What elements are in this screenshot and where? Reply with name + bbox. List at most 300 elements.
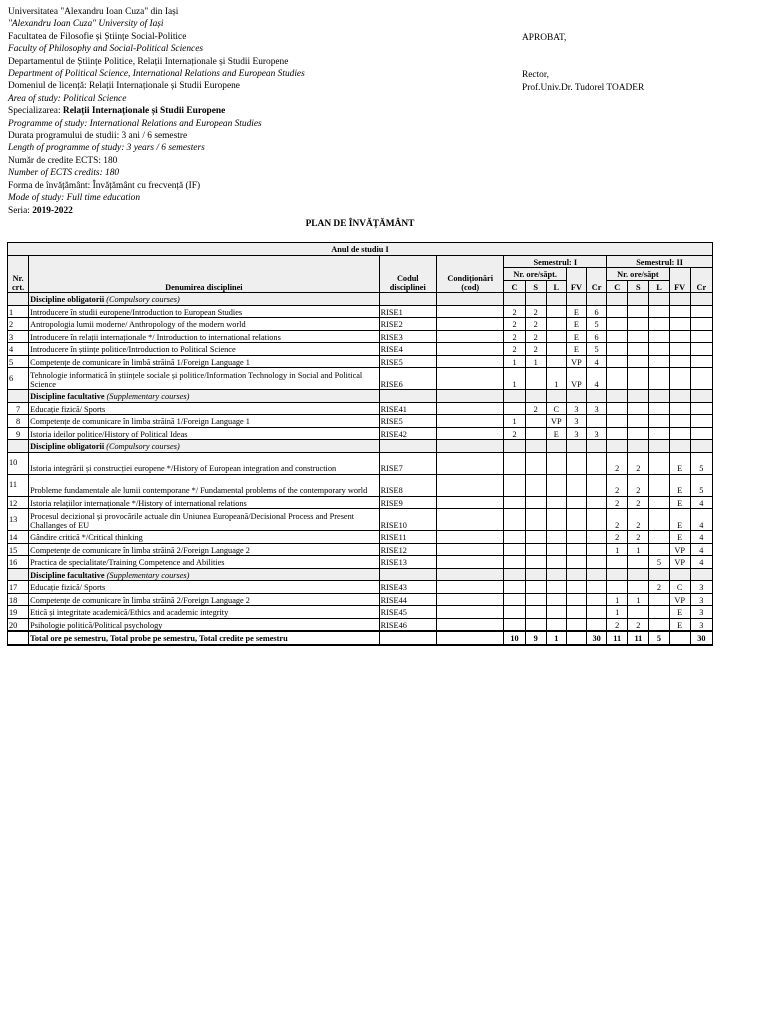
- course-code: RISE8: [379, 474, 436, 496]
- s2-cell: 2: [607, 509, 628, 531]
- s1-cell: 6: [587, 305, 607, 318]
- s2-cell: [649, 509, 669, 531]
- course-conditions: [436, 452, 503, 474]
- sem1-hours-header: Nr. ore/săpt.: [504, 268, 566, 281]
- s2-cell: 2: [628, 618, 649, 631]
- total-s2-fv: [669, 631, 690, 645]
- header-line: Mode of study: Full time education: [8, 193, 141, 204]
- s2-cell: E: [669, 531, 690, 544]
- row-number: 16: [8, 556, 29, 569]
- s2-cell: [607, 415, 628, 428]
- course-conditions: [436, 581, 503, 594]
- course-conditions: [436, 593, 503, 606]
- s1-cell: [525, 531, 546, 544]
- total-s2-l: 5: [649, 631, 669, 645]
- s1-cell: [504, 509, 525, 531]
- row-number: 20: [8, 618, 29, 631]
- row-number: 10: [8, 452, 29, 474]
- s2-cell: [649, 427, 669, 440]
- s2-cell: [628, 556, 649, 569]
- s1-cell: [566, 618, 586, 631]
- section-row: [8, 293, 713, 306]
- section-subtitle: (Compulsory courses): [104, 442, 180, 452]
- s1-cell: 2: [504, 305, 525, 318]
- s2-cell: [607, 427, 628, 440]
- s1-cell: 6: [587, 330, 607, 343]
- header-line: Department of Political Science, International Relations and European Studies: [8, 69, 305, 80]
- s1-cell: [525, 427, 546, 440]
- s2-cell: [628, 318, 649, 331]
- s2-cell: [649, 618, 669, 631]
- s1-cell: [546, 343, 566, 356]
- row-number: 6: [8, 368, 29, 390]
- year-title: Anul de studiu I: [8, 243, 713, 256]
- s1-cell: [525, 606, 546, 619]
- table-row: [8, 355, 713, 368]
- sem1-s-header: S: [525, 280, 546, 293]
- col-code: Codul disciplinei: [379, 255, 436, 293]
- header-line: Număr de credite ECTS: 180: [8, 155, 118, 166]
- series-line: Seria: 2019-2022: [8, 205, 73, 216]
- s2-cell: [628, 368, 649, 390]
- header-line: Universitatea "Alexandru Ioan Cuza" din Iași: [8, 7, 179, 17]
- s1-cell: [504, 618, 525, 631]
- semester-2-header: Semestrul: II: [607, 255, 713, 268]
- s1-cell: 2: [504, 330, 525, 343]
- course-code: RISE11: [379, 531, 436, 544]
- row-number: 3: [8, 330, 29, 343]
- s1-cell: [587, 509, 607, 531]
- total-row: [8, 631, 713, 645]
- course-conditions: [436, 343, 503, 356]
- s1-cell: [504, 581, 525, 594]
- sem1-c-header: C: [504, 280, 525, 293]
- s2-cell: 5: [649, 556, 669, 569]
- s2-cell: [669, 330, 690, 343]
- s2-cell: 4: [690, 556, 712, 569]
- section-row: [8, 390, 713, 403]
- s1-cell: [525, 581, 546, 594]
- s1-cell: 1: [504, 368, 525, 390]
- course-conditions: [436, 355, 503, 368]
- s2-cell: [649, 330, 669, 343]
- total-s1-fv: [566, 631, 586, 645]
- s1-cell: [546, 593, 566, 606]
- s2-cell: 4: [690, 509, 712, 531]
- sem2-hours-header: Nr. ore/săpt: [607, 268, 669, 281]
- course-name: Procesul decizional și provocările actuale din Uniunea Europeană/Decisional Process and Present Challanges of EU: [29, 509, 379, 531]
- header-lines-bottom: [8, 118, 508, 205]
- s1-cell: [504, 474, 525, 496]
- s1-cell: [546, 543, 566, 556]
- s1-cell: [504, 606, 525, 619]
- col-nr: Nr. crt.: [8, 255, 29, 293]
- row-number: 5: [8, 355, 29, 368]
- s2-cell: [607, 402, 628, 415]
- course-code: RISE43: [379, 581, 436, 594]
- s1-cell: [546, 581, 566, 594]
- s1-cell: [546, 606, 566, 619]
- s2-cell: [669, 305, 690, 318]
- course-code: RISE45: [379, 606, 436, 619]
- s2-cell: [607, 305, 628, 318]
- s2-cell: [690, 343, 712, 356]
- s2-cell: [607, 368, 628, 390]
- section-label: [29, 440, 379, 453]
- s1-cell: [525, 496, 546, 509]
- s1-cell: VP: [546, 415, 566, 428]
- course-code: RISE5: [379, 415, 436, 428]
- s2-cell: 2: [607, 618, 628, 631]
- course-name: Antropologia lumii moderne/ Anthropology of the modern world: [29, 318, 379, 331]
- total-s1-c: 10: [504, 631, 525, 645]
- course-name: Istoria relațiilor internaționale */History of international relations: [29, 496, 379, 509]
- s1-cell: [525, 474, 546, 496]
- section-subtitle: (Supplementary courses): [104, 392, 190, 402]
- approval-label: APROBAT,: [522, 33, 567, 43]
- s2-cell: E: [669, 618, 690, 631]
- s2-cell: 2: [607, 474, 628, 496]
- s1-cell: [546, 556, 566, 569]
- s1-cell: 1: [504, 415, 525, 428]
- s2-cell: 5: [690, 474, 712, 496]
- s2-cell: 1: [628, 543, 649, 556]
- s1-cell: E: [566, 330, 586, 343]
- sem2-s-header: S: [628, 280, 649, 293]
- s1-cell: [587, 593, 607, 606]
- s1-cell: 2: [525, 305, 546, 318]
- s1-cell: [504, 452, 525, 474]
- sem2-c-header: C: [607, 280, 628, 293]
- s2-cell: 4: [690, 543, 712, 556]
- table-row: [8, 543, 713, 556]
- s1-cell: [587, 496, 607, 509]
- s2-cell: [649, 474, 669, 496]
- course-name: Educație fizică/ Sports: [29, 402, 379, 415]
- s2-cell: VP: [669, 543, 690, 556]
- header-lines-top: [8, 6, 508, 105]
- course-conditions: [436, 496, 503, 509]
- s1-cell: E: [546, 427, 566, 440]
- section-row: [8, 568, 713, 581]
- header-line: Length of programme of study: 3 years / 6 semesters: [8, 143, 205, 154]
- row-number: 15: [8, 543, 29, 556]
- course-code: RISE7: [379, 452, 436, 474]
- s2-cell: [628, 606, 649, 619]
- s2-cell: [690, 330, 712, 343]
- s2-cell: E: [669, 474, 690, 496]
- s1-cell: [546, 496, 566, 509]
- course-name: Practica de specialitate/Training Competence and Abilities: [29, 556, 379, 569]
- course-conditions: [436, 509, 503, 531]
- s1-cell: E: [566, 343, 586, 356]
- header-line: Area of study: Political Science: [8, 93, 127, 104]
- course-name: Psihologie politică/Political psychology: [29, 618, 379, 631]
- s2-cell: [628, 305, 649, 318]
- total-s1-s: 9: [525, 631, 546, 645]
- s1-cell: [566, 452, 586, 474]
- course-code: RISE44: [379, 593, 436, 606]
- sem2-cr-header: Cr: [690, 268, 712, 293]
- course-code: RISE4: [379, 343, 436, 356]
- plan-title: PLAN DE ÎNVĂȚĂMÂNT: [305, 219, 415, 229]
- s2-cell: VP: [669, 593, 690, 606]
- header-line: Departamentul de Științe Politice, Relații Internaționale și Studii Europene: [8, 56, 289, 67]
- s2-cell: [607, 318, 628, 331]
- table-row: [8, 402, 713, 415]
- s1-cell: [525, 509, 546, 531]
- header-line: Durata programului de studii: 3 ani / 6 semestre: [8, 131, 188, 142]
- course-name: Competențe de comunicare în limbă străină 1/Foreign Language 1: [29, 355, 379, 368]
- row-number: 13: [8, 509, 29, 531]
- course-code: RISE3: [379, 330, 436, 343]
- s2-cell: [669, 368, 690, 390]
- s2-cell: [649, 402, 669, 415]
- s1-cell: [525, 543, 546, 556]
- s1-cell: [546, 318, 566, 331]
- row-number: 7: [8, 402, 29, 415]
- s1-cell: [587, 543, 607, 556]
- s1-cell: 2: [525, 402, 546, 415]
- s2-cell: [649, 496, 669, 509]
- header-line: Domeniul de licență: Relații Internaționale și Studii Europene: [8, 81, 240, 92]
- table-row: [8, 318, 713, 331]
- table-row: [8, 427, 713, 440]
- s1-cell: 1: [525, 355, 546, 368]
- s1-cell: [587, 474, 607, 496]
- course-conditions: [436, 368, 503, 390]
- s2-cell: 2: [607, 531, 628, 544]
- s2-cell: 3: [690, 581, 712, 594]
- s2-cell: 1: [607, 606, 628, 619]
- approval-role: Rector,: [522, 70, 549, 81]
- s1-cell: 2: [525, 330, 546, 343]
- course-conditions: [436, 415, 503, 428]
- s1-cell: 3: [566, 427, 586, 440]
- row-number: 1: [8, 305, 29, 318]
- s1-cell: [546, 474, 566, 496]
- s1-cell: 5: [587, 343, 607, 356]
- course-conditions: [436, 318, 503, 331]
- s2-cell: [649, 415, 669, 428]
- sem2-l-header: L: [649, 280, 669, 293]
- s1-cell: [566, 543, 586, 556]
- s2-cell: 2: [628, 452, 649, 474]
- s2-cell: [669, 415, 690, 428]
- table-row: [8, 452, 713, 474]
- table-row: [8, 305, 713, 318]
- s2-cell: [669, 343, 690, 356]
- s2-cell: [607, 355, 628, 368]
- section-row: [8, 440, 713, 453]
- total-s1-cr: 30: [587, 631, 607, 645]
- s2-cell: 4: [690, 531, 712, 544]
- s1-cell: [504, 593, 525, 606]
- table-row: [8, 618, 713, 631]
- sem1-l-header: L: [546, 280, 566, 293]
- s1-cell: E: [566, 318, 586, 331]
- course-conditions: [436, 543, 503, 556]
- s1-cell: [504, 531, 525, 544]
- s1-cell: [504, 402, 525, 415]
- course-name: Gândire critică */Critical thinking: [29, 531, 379, 544]
- section-label: [29, 568, 379, 581]
- s2-cell: 2: [628, 496, 649, 509]
- row-number: 19: [8, 606, 29, 619]
- course-name: Competențe de comunicare în limba străină 2/Foreign Language 2: [29, 543, 379, 556]
- s1-cell: [566, 606, 586, 619]
- s2-cell: [690, 305, 712, 318]
- s2-cell: 2: [628, 509, 649, 531]
- table-row: [8, 556, 713, 569]
- s2-cell: 1: [607, 543, 628, 556]
- header-line: Forma de învățământ: Învățământ cu frecvență (IF): [8, 180, 201, 191]
- col-conditions: Condiționări (cod): [436, 255, 503, 293]
- s1-cell: [546, 355, 566, 368]
- s2-cell: [628, 330, 649, 343]
- table-row: [8, 606, 713, 619]
- s1-cell: [525, 593, 546, 606]
- s2-cell: [628, 402, 649, 415]
- s1-cell: [566, 496, 586, 509]
- s1-cell: 4: [587, 355, 607, 368]
- s1-cell: [566, 581, 586, 594]
- row-number: 14: [8, 531, 29, 544]
- total-s2-c: 11: [607, 631, 628, 645]
- course-conditions: [436, 556, 503, 569]
- section-title: Discipline facultative: [30, 570, 105, 580]
- s2-cell: [649, 355, 669, 368]
- s1-cell: [566, 509, 586, 531]
- table-row: [8, 531, 713, 544]
- total-label: Total ore pe semestru, Total probe pe semestru, Total credite pe semestru: [29, 631, 379, 645]
- specialization-value: Relații Internaționale și Studii Europene: [62, 106, 226, 117]
- course-name: Competențe de comunicare în limba străină 2/Foreign Language 2: [29, 593, 379, 606]
- s2-cell: [628, 343, 649, 356]
- sem1-fv-header: FV: [566, 268, 586, 293]
- s1-cell: 2: [504, 427, 525, 440]
- s2-cell: [669, 318, 690, 331]
- table-row: [8, 330, 713, 343]
- approval-block: [522, 32, 644, 94]
- s1-cell: 1: [504, 355, 525, 368]
- s1-cell: [525, 618, 546, 631]
- s1-cell: [546, 305, 566, 318]
- s1-cell: 3: [566, 415, 586, 428]
- s2-cell: E: [669, 606, 690, 619]
- table-row: [8, 343, 713, 356]
- total-s2-cr: 30: [690, 631, 712, 645]
- s2-cell: [649, 606, 669, 619]
- course-conditions: [436, 330, 503, 343]
- s2-cell: [607, 343, 628, 356]
- s2-cell: [669, 427, 690, 440]
- section-title: Discipline obligatorii: [30, 295, 105, 305]
- row-number: 4: [8, 343, 29, 356]
- s1-cell: 3: [587, 427, 607, 440]
- course-code: RISE42: [379, 427, 436, 440]
- s2-cell: 2: [607, 496, 628, 509]
- s2-cell: [628, 355, 649, 368]
- s2-cell: [669, 355, 690, 368]
- s1-cell: [546, 509, 566, 531]
- s2-cell: 1: [607, 593, 628, 606]
- s2-cell: [628, 415, 649, 428]
- s1-cell: [546, 452, 566, 474]
- s2-cell: [690, 402, 712, 415]
- s1-cell: [587, 618, 607, 631]
- s2-cell: 5: [690, 452, 712, 474]
- s2-cell: C: [669, 581, 690, 594]
- row-number: 11: [8, 474, 29, 496]
- approval-name: Prof.Univ.Dr. Tudorel TOADER: [522, 82, 645, 93]
- course-name: Competențe de comunicare în limba străină 1/Foreign Language 1: [29, 415, 379, 428]
- s2-cell: 2: [628, 474, 649, 496]
- s1-cell: 2: [504, 318, 525, 331]
- course-code: RISE6: [379, 368, 436, 390]
- s1-cell: 3: [566, 402, 586, 415]
- course-name: Introducere în studii europene/Introduction to European Studies: [29, 305, 379, 318]
- s2-cell: [690, 415, 712, 428]
- s2-cell: [649, 368, 669, 390]
- s1-cell: 2: [525, 343, 546, 356]
- s2-cell: 3: [690, 618, 712, 631]
- s2-cell: 1: [628, 593, 649, 606]
- course-code: RISE13: [379, 556, 436, 569]
- s2-cell: VP: [669, 556, 690, 569]
- course-conditions: [436, 531, 503, 544]
- s2-cell: 4: [690, 496, 712, 509]
- total-s1-l: 1: [546, 631, 566, 645]
- s1-cell: 2: [525, 318, 546, 331]
- section-subtitle: (Compulsory courses): [104, 295, 180, 305]
- s1-cell: [546, 330, 566, 343]
- s1-cell: 1: [546, 368, 566, 390]
- s2-cell: [649, 343, 669, 356]
- semester-1-header: Semestrul: I: [504, 255, 607, 268]
- s2-cell: 3: [690, 606, 712, 619]
- section-title: Discipline facultative: [30, 392, 105, 402]
- s1-cell: [587, 415, 607, 428]
- s1-cell: E: [566, 305, 586, 318]
- s2-cell: [628, 581, 649, 594]
- s2-cell: [628, 427, 649, 440]
- section-subtitle: (Supplementary courses): [104, 570, 190, 580]
- course-name: Introducere în științe politice/Introduction to Political Science: [29, 343, 379, 356]
- s2-cell: 3: [690, 593, 712, 606]
- row-number: 12: [8, 496, 29, 509]
- s2-cell: E: [669, 509, 690, 531]
- course-name: Introducere în relații internaționale */ Introduction to international relations: [29, 330, 379, 343]
- s1-cell: [546, 618, 566, 631]
- table-row: [8, 368, 713, 390]
- s2-cell: [607, 330, 628, 343]
- header-line: Facultatea de Filosofie și Științe Social-Politice: [8, 31, 187, 42]
- s2-cell: E: [669, 452, 690, 474]
- course-code: RISE2: [379, 318, 436, 331]
- s1-cell: 2: [504, 343, 525, 356]
- s2-cell: [607, 556, 628, 569]
- s1-cell: [504, 496, 525, 509]
- s1-cell: [587, 581, 607, 594]
- s1-cell: [566, 531, 586, 544]
- s2-cell: [607, 581, 628, 594]
- course-conditions: [436, 618, 503, 631]
- s1-cell: [525, 556, 546, 569]
- specialization-line: Specializarea: Relații Internaționale și Studii Europene: [8, 106, 226, 117]
- section-label: [29, 293, 379, 306]
- s1-cell: 4: [587, 368, 607, 390]
